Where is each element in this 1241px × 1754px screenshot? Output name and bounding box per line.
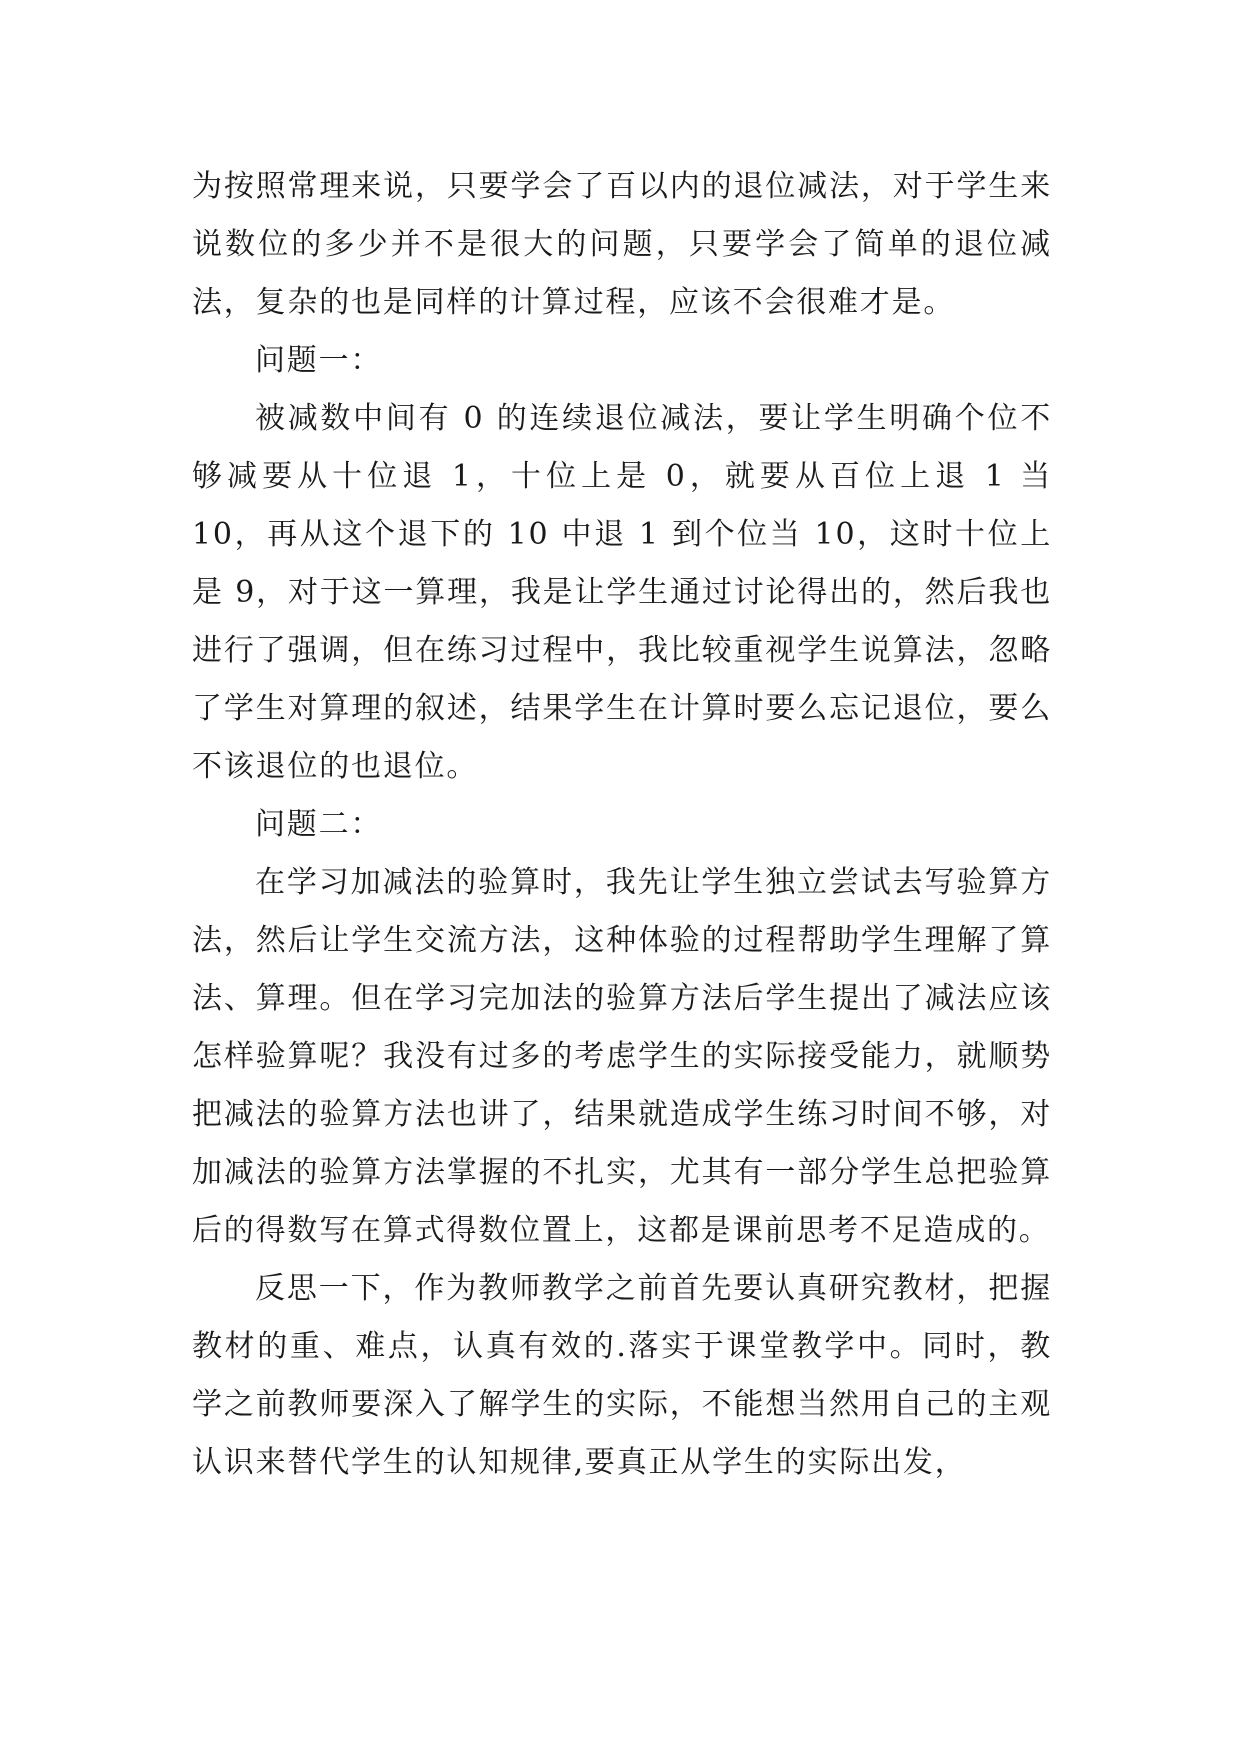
paragraph-problem-two: 在学习加减法的验算时，我先让学生独立尝试去写验算方法，然后让学生交流方法，这种体验的过程帮助学生理解了算法、算理。但在学习完加法的验算方法后学生提出了减法应该怎样验算呢？我没有过多的考虑学生的实际接受能力，就顺势把减法的验算方法也讲了，结果就造成学生练习时间不够，对加减法的验算方法掌握的不扎实，尤其有一部分学生总把验算后的得数写在算式得数位置上，这都是课前思考不足造成的。 bbox=[192, 865, 1052, 1248]
heading-problem-two: 问题二： bbox=[255, 807, 383, 842]
paragraph-problem-one: 被减数中间有 0 的连续退位减法，要让学生明确个位不够减要从十位退 1，十位上是 0，就要从百位上退 1 当 10，再从这个退下的 10 中退 1 到个位当 10，这时十位上是 9，对于这一算理，我是让学生通过讨论得出的，然后我也进行了强调，但在练习过程中，我比较重视学生说算法，忽略了学生对算理的叙述，结果学生在计算时要么忘记退位，要么不该退位的也退位。 bbox=[192, 401, 1052, 784]
paragraph-reflection: 反思一下，作为教师教学之前首先要认真研究教材，把握教材的重、难点，认真有效的.落实于课堂教学中。同时，教学之前教师要深入了解学生的实际，不能想当然用自己的主观认识来替代学生的认知规律,要真正从学生的实际出发， bbox=[192, 1271, 1052, 1480]
paragraph-intro-continuation: 为按照常理来说，只要学会了百以内的退位减法，对于学生来说数位的多少并不是很大的问题，只要学会了简单的退位减法，复杂的也是同样的计算过程，应该不会很难才是。 bbox=[192, 169, 1052, 320]
document-body bbox=[192, 158, 1052, 1492]
heading-problem-one: 问题一： bbox=[255, 343, 383, 378]
